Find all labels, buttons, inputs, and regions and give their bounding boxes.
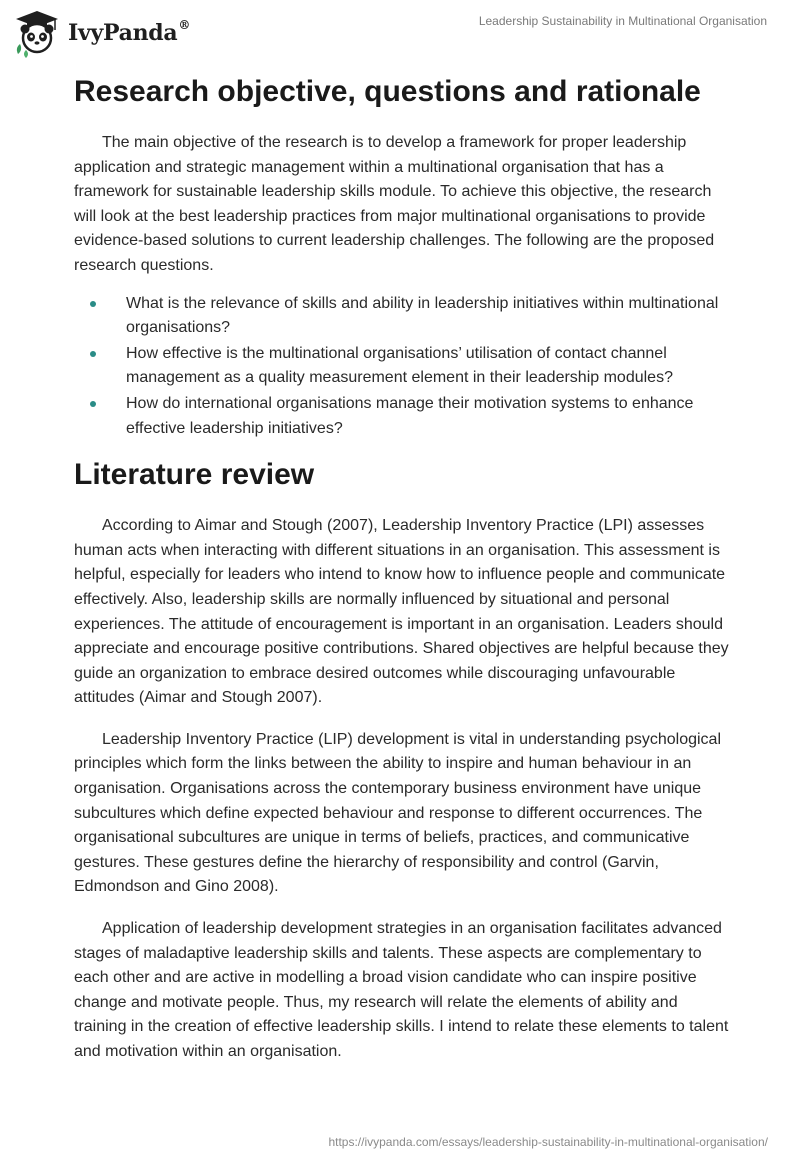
- literature-paragraph: According to Aimar and Stough (2007), Leadership Inventory Practice (LPI) assesses human acts when interacting with different situations in an organisation. This assessment is helpful, especially for leaders who intend to know how to influence people and communicate effectively. Also, leadership skills are normally influenced by situational and personal experiences. The attitude of encouragement is important in an organisation. Leaders should appreciate and encourage positive contributions. Shared objectives are helpful because they guide an organization to embrace desired outcomes while discouraging unfavourable attitudes (Aimar and Stough 2007).: [74, 517, 729, 707]
- objective-paragraph: The main objective of the research is to develop a framework for proper leadership application and strategic management within a multinational organisation that has a framework for sustainable leadership skills module. To achieve this objective, the research will look at the best leadership practices from major multinational organisations to provide evidence-based solutions to current leadership challenges. The following are the proposed research questions.: [74, 134, 715, 274]
- brand-name: [68, 20, 190, 46]
- list-item: [74, 342, 734, 391]
- source-url[interactable]: https://ivypanda.com/essays/leadership-sustainability-in-multinational-organisation/: [328, 1135, 768, 1149]
- literature-paragraph: Leadership Inventory Practice (LIP) development is vital in understanding psychological principles which form the links between the ability to inspire and human behaviour in an organisation. Organisations across the contemporary business environment have unique subcultures which define expected behaviour and response to different occurrences. The organisational subcultures are unique in terms of beliefs, practices, and communicative gestures. These gestures define the hierarchy of responsibility and control (Garvin, Edmondson and Gino 2008).: [74, 730, 722, 896]
- bullet-icon: [90, 401, 96, 407]
- page-header: [0, 0, 800, 62]
- section-heading-objective: Research objective, questions and rationale: [74, 75, 701, 108]
- question-text: What is the relevance of skills and ability in leadership initiatives within multinational organisations?: [126, 294, 719, 337]
- literature-paragraph: Application of leadership development strategies in an organisation facilitates advanced stages of maladaptive leadership skills and talents. These aspects are complementary to each other and are active in modelling a broad vision candidate who can inspire positive change and motivate people. Thus, my research will relate the elements of ability and training in the creation of effective leadership skills. I intend to relate these elements to talent and motivation within an organisation.: [74, 920, 729, 1060]
- question-text: How effective is the multinational organisations’ utilisation of contact channel management as a quality measurement element in their leadership modules?: [126, 344, 673, 387]
- list-item: [74, 392, 734, 441]
- section-heading-literature: Literature review: [74, 458, 315, 492]
- bullet-icon: [90, 351, 96, 357]
- registered-mark: ®: [178, 18, 191, 32]
- research-questions-list: [74, 292, 734, 442]
- list-item: [74, 292, 734, 341]
- essay-body: [74, 72, 734, 1065]
- question-text: How do international organisations manage their motivation systems to enhance effective leadership initiatives?: [126, 394, 694, 437]
- panda-graduate-icon: [12, 8, 62, 58]
- bullet-icon: [90, 301, 96, 307]
- document-title: Leadership Sustainability in Multinational Organisation: [478, 14, 767, 28]
- ivypanda-logo[interactable]: [12, 8, 190, 58]
- brand-text: IvyPanda: [68, 20, 178, 46]
